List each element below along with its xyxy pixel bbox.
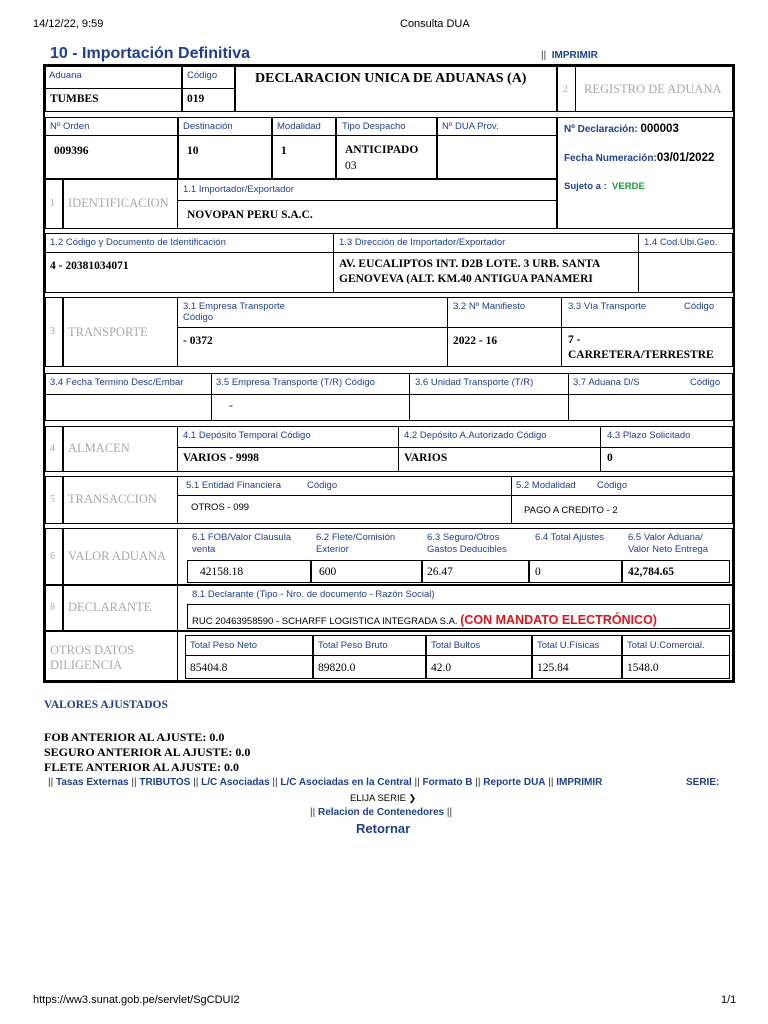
manifiesto-value: 2022 - 16 (453, 335, 498, 347)
serie-select[interactable] (350, 793, 416, 804)
direccion-label: 1.3 Dirección de Importador/Exportador (339, 237, 506, 248)
peso-bruto-label: Total Peso Bruto (318, 640, 388, 651)
modalidad-pago-label: 5.2 Modalidad (516, 480, 576, 491)
norden-label: Nº Orden (50, 121, 90, 132)
direccion-value-1: AV. EUCALIPTOS INT. D2B LOTE. 3 URB. SANTA (339, 258, 601, 270)
importador-label: 1.1 Importador/Exportador (183, 184, 294, 195)
ufisicas-value: 125.84 (537, 662, 569, 674)
empresa-transporte-label: 3.1 Empresa Transporte (183, 301, 285, 312)
seguro-label-2: Gastos Deducibles (427, 544, 507, 555)
manifiesto-label: 3.2 Nº Manifiesto (453, 301, 526, 312)
fecha-numeracion-label: Fecha Numeración: (564, 153, 657, 164)
deposito-temporal-label: 4.1 Depósito Temporal Código (183, 430, 311, 441)
print-page: 1/1 (721, 994, 737, 1006)
importador-value: NOVOPAN PERU S.A.C. (187, 209, 313, 221)
declarante-value (192, 613, 657, 627)
mandato-electronico: (CON MANDATO ELECTRÓNICO) (460, 613, 657, 627)
fob-value: 42158.18 (200, 566, 244, 578)
deposito-temporal-value: VARIOS - 9998 (183, 452, 259, 464)
flete-value: 600 (319, 566, 337, 578)
valor-aduana-total-label-2: Valor Neto Entrega (628, 544, 709, 555)
ndeclaracion-value: 000003 (640, 123, 679, 135)
ndeclaracion-label (564, 123, 679, 135)
flete-label-2: Exterior (316, 544, 349, 555)
aduana-ds-label: 3.7 Aduana D/S (573, 377, 640, 388)
otros-datos-label-1: OTROS DATOS (50, 643, 135, 657)
sujeto-value: VERDE (612, 181, 645, 192)
serie-label-text: SERIE: (686, 777, 720, 788)
transaccion-label: TRANSACCION (68, 492, 157, 506)
lc-central-link[interactable]: L/C Asociadas en la Central (280, 777, 412, 788)
empresa-tr-value: - (229, 400, 233, 412)
tipo-despacho-value-1: ANTICIPADO (345, 144, 419, 156)
direccion-value-2: GENOVEVA (ALT. KM.40 ANTIGUA PANAMERI (339, 273, 593, 285)
fob-label-2: venta (192, 544, 216, 555)
lc-asociadas-link[interactable]: L/C Asociadas (201, 777, 270, 788)
ndua-prov-label: Nº DUA Prov. (442, 121, 499, 132)
seguro-ajuste: SEGURO ANTERIOR AL AJUSTE: 0.0 (44, 745, 251, 759)
imprimir-link[interactable]: IMPRIMIR (556, 777, 603, 788)
via-transporte-label: 3.3 Vía Transporte (568, 301, 647, 312)
valor-aduana-total-label-1: 6.5 Valor Aduana/ (628, 532, 703, 543)
separator: || (310, 807, 316, 818)
ucomercial-value: 1548.0 (627, 662, 659, 674)
print-title: Consulta DUA (400, 18, 470, 30)
chevron-down-icon: ❯ (408, 793, 417, 803)
modalidad-value: 1 (281, 145, 287, 157)
declarante-razon-social: RUC 20463958590 - SCHARFF LOGISTICA INTEGRADA S.A. (192, 616, 458, 627)
via-transporte-value-2: CARRETERA/TERRESTRE (568, 349, 714, 361)
peso-neto-label: Total Peso Neto (190, 640, 258, 651)
ubigeo-label: 1.4 Cod.Ubi.Geo. (644, 237, 718, 248)
fob-label-1: 6.1 FOB/Valor Clausula (192, 532, 292, 543)
valor-aduana-total-value: 42,784.65 (628, 566, 674, 578)
seguro-label-1: 6.3 Seguro/Otros (427, 532, 500, 543)
almacen-num: 4 (50, 443, 55, 454)
separator: || (541, 50, 547, 61)
peso-neto-value: 85404.8 (190, 662, 228, 674)
declarante-tipo-label: 8.1 Declarante (Tipo - Nro. de documento - Razón Social) (192, 589, 435, 600)
deposito-autorizado-label: 4.2 Depósito A.Autorizado Código (404, 430, 547, 441)
sujeto-label: Sujeto a : (564, 181, 607, 192)
via-transporte-value-1: 7 - (568, 334, 581, 346)
tipo-despacho-label: Tipo Despacho (342, 121, 406, 132)
separator: || (131, 777, 137, 788)
ndeclaracion-label-text: Nº Declaración: (564, 124, 638, 135)
sujeto (564, 181, 645, 192)
aduana-ds-codigo-label: Código (690, 377, 721, 388)
entidad-financiera-label: 5.1 Entidad Financiera (186, 480, 282, 491)
tasas-externas-link[interactable]: Tasas Externas (55, 777, 129, 788)
imprimir-top-link[interactable] (541, 50, 598, 61)
declaracion-title: DECLARACION UNICA DE ADUANAS (A) (255, 71, 527, 86)
deposito-autorizado-value: VARIOS (404, 452, 448, 464)
identificacion-num: 1 (50, 198, 55, 209)
fecha-termino-label: 3.4 Fecha Termino Desc/Embar (50, 377, 184, 388)
serie-label (686, 777, 719, 788)
codigo-doc-label: 1.2 Código y Documento de Identificación (50, 237, 226, 248)
ajustes-label: 6.4 Total Ajustes (535, 532, 605, 543)
flete-ajuste: FLETE ANTERIOR AL AJUSTE: 0.0 (44, 760, 240, 774)
formato-b-link[interactable]: Formato B (422, 777, 473, 788)
valores-ajustados-title: VALORES AJUSTADOS (44, 699, 168, 711)
ufisicas-label: Total U.Físicas (537, 640, 600, 651)
via-transporte-codigo-label: Código (684, 301, 715, 312)
transaccion-num: 5 (50, 494, 55, 505)
codigo-label: Código (187, 70, 218, 81)
fob-ajuste: FOB ANTERIOR AL AJUSTE: 0.0 (44, 730, 225, 744)
reporte-dua-link[interactable]: Reporte DUA (483, 777, 546, 788)
separator: || (193, 777, 199, 788)
bultos-label: Total Bultos (431, 640, 481, 651)
retornar-link[interactable] (356, 821, 410, 836)
entidad-financiera-value: OTROS - 099 (191, 502, 250, 513)
otros-datos-label-2: DILIGENCIA (50, 658, 123, 672)
codigo-doc-value: 4 - 20381034071 (50, 260, 129, 272)
contenedores-row (310, 807, 452, 818)
plazo-value: 0 (607, 452, 613, 464)
separator: || (446, 807, 453, 818)
transporte-label: TRANSPORTE (68, 325, 148, 339)
codigo-value: 019 (187, 93, 205, 105)
unidad-transporte-label: 3.6 Unidad Transporte (T/R) (415, 377, 534, 388)
valor-aduana-num: 6 (50, 551, 55, 562)
registro-label: REGISTRO DE ADUANA (584, 82, 722, 96)
tipo-despacho-value-2: 03 (345, 160, 357, 172)
flete-label-1: 6.2 Flete/Comisión (316, 532, 396, 543)
page-title: 10 - Importación Definitiva (50, 45, 251, 62)
norden-value: 009396 (54, 145, 89, 157)
identificacion-label: IDENTIFICACION (68, 196, 169, 210)
aduana-label: Aduana (49, 70, 82, 81)
bultos-value: 42.0 (431, 662, 452, 674)
entidad-financiera-codigo-label: Código (307, 480, 338, 491)
ajustes-value: 0 (535, 566, 541, 578)
destinacion-label: Destinación (183, 121, 233, 132)
modalidad-pago-codigo-label: Código (597, 480, 628, 491)
serie-select-value: ELIJA SERIE (350, 793, 406, 804)
separator: || (272, 777, 278, 788)
separator: || (48, 777, 54, 788)
print-url: https://ww3.sunat.gob.pe/servlet/SgCDUI2 (33, 994, 240, 1006)
registro-num: 2 (563, 84, 568, 95)
plazo-label: 4.3 Plazo Solicitado (607, 430, 691, 441)
modalidad-label: Modalidad (277, 121, 321, 132)
transporte-num: 3 (50, 326, 55, 337)
print-datetime: 14/12/22, 9:59 (33, 18, 104, 30)
destinacion-value: 10 (187, 145, 199, 157)
imprimir-top-label: IMPRIMIR (551, 50, 598, 61)
separator: || (475, 777, 481, 788)
fecha-numeracion (564, 152, 714, 164)
declarante-label: DECLARANTE (68, 600, 152, 614)
fecha-numeracion-value: 03/01/2022 (656, 152, 715, 164)
valor-aduana-label: VALOR ADUANA (68, 549, 167, 563)
contenedores-link[interactable]: Relacion de Contenedores (317, 807, 445, 818)
tributos-link[interactable]: TRIBUTOS (139, 777, 191, 788)
links-bar (48, 777, 602, 788)
empresa-transporte-value: - 0372 (183, 335, 213, 347)
separator: || (548, 777, 554, 788)
aduana-value: TUMBES (50, 93, 99, 105)
peso-bruto-value: 89820.0 (318, 662, 356, 674)
empresa-transporte-codigo-label: Código (183, 312, 214, 323)
modalidad-pago-value: PAGO A CREDITO - 2 (524, 505, 618, 516)
declarante-num: 8 (50, 602, 55, 613)
ucomercial-label: Total U.Comercial. (627, 640, 705, 651)
retornar-label: Retornar (356, 821, 411, 836)
empresa-tr-label: 3.5 Empresa Transporte (T/R) Código (216, 377, 375, 388)
separator: || (414, 777, 420, 788)
seguro-value: 26.47 (427, 566, 453, 578)
almacen-label: ALMACEN (68, 441, 130, 455)
